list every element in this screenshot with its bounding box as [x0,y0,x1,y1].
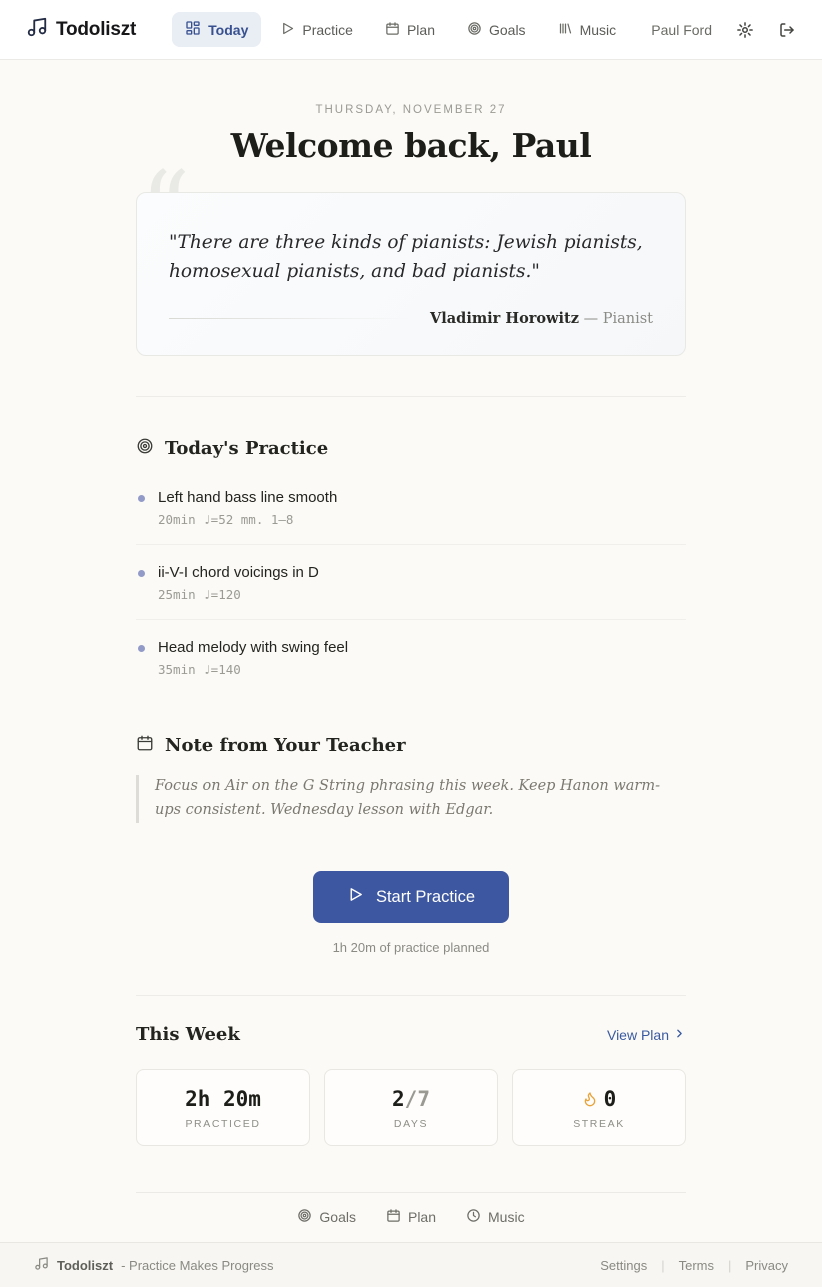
practice-item-title: Left hand bass line smooth [158,489,338,507]
footer-nav-plan[interactable] [386,1208,436,1226]
link-separator: | [727,1257,732,1273]
footer-brand: Todoliszt [57,1257,114,1273]
attribution-divider [169,318,412,319]
quote-text: “ "There are three kinds of pianists: Jewish pianists, homosexual pianists, and bad pianists." [169,232,643,282]
privacy-link[interactable]: Privacy [745,1257,788,1273]
nav-tab-music[interactable] [545,13,630,47]
quote-attribution [169,310,653,327]
stat-card-days [324,1069,498,1146]
practice-item-title: ii-V-I chord voicings in D [158,564,319,582]
nav-tab-goals[interactable] [454,13,539,47]
music-note-logo-icon [34,1256,49,1274]
target-icon [467,21,482,39]
quote-author: Vladimir Horowitz [430,310,579,328]
clock-icon [466,1208,481,1226]
app-title: Todoliszt [56,18,137,40]
current-date: THURSDAY, NOVEMBER 27 [315,104,507,116]
user-name: Paul Ford [651,21,712,38]
play-icon [347,886,364,908]
todays-practice-section [136,437,686,694]
quote-card [136,192,686,356]
bullet-dot-icon [138,495,145,502]
stat-card-streak [512,1069,686,1146]
settings-link[interactable]: Settings [600,1257,648,1273]
calendar-icon [385,21,400,39]
bottom-bar [0,1242,822,1287]
stat-value: 2h 20m [185,1087,261,1112]
stat-label: STREAK [573,1118,625,1131]
main-nav [172,12,629,47]
start-practice-button[interactable] [313,871,509,923]
section-divider [136,995,686,996]
practice-item-meta: 35min ♩=140 [158,662,241,678]
start-practice-label: Start Practice [375,887,476,906]
main-content [136,60,686,1242]
footer-nav-label: Goals [319,1209,356,1226]
dashboard-icon [185,20,201,39]
stat-value-suffix: /7 [404,1087,430,1112]
calendar-icon [136,734,154,757]
nav-label: Goals [488,21,526,38]
quote-author-role: — Pianist [583,311,653,328]
target-icon [136,437,154,460]
this-week-section [136,1024,686,1146]
logout-icon[interactable] [778,21,796,39]
stat-label: DAYS [393,1118,429,1131]
footer-tagline: - Practice Makes Progress [121,1257,274,1273]
top-navigation-bar [0,0,822,60]
practice-item[interactable] [136,545,686,620]
page-title: Welcome back, Paul [230,126,592,165]
footer-nav-goals[interactable] [297,1208,356,1226]
calendar-icon [386,1208,401,1226]
link-separator: | [661,1257,665,1273]
nav-tab-plan[interactable] [372,13,448,47]
view-plan-link[interactable] [607,1027,686,1043]
footer-nav-music[interactable] [466,1208,525,1226]
app-logo[interactable] [26,16,136,43]
nav-label: Practice [302,21,353,38]
section-title-this-week: This Week [136,1024,240,1046]
stat-value: 2 [392,1087,405,1112]
terms-link[interactable]: Terms [678,1257,714,1273]
nav-label: Music [579,21,617,38]
practice-list [136,470,686,694]
teacher-note-section [136,734,686,823]
teacher-note-text: Focus on Air on the G String phrasing this week. Keep Hanon warm-ups consistent. Wednesday lesson with Edgar. [136,775,686,823]
practice-item[interactable] [136,470,686,545]
welcome-section [136,60,686,165]
bullet-dot-icon [138,570,145,577]
nav-tab-practice[interactable] [267,13,366,47]
target-icon [297,1208,312,1226]
view-plan-label: View Plan [606,1026,669,1043]
bullet-dot-icon [138,645,145,652]
weekly-stats [136,1069,686,1146]
stat-value: 0 [603,1087,617,1112]
practice-item-meta: 20min ♩=52 mm. 1–8 [158,512,294,528]
flame-icon [582,1091,598,1107]
nav-label: Plan [406,21,435,38]
footer-nav-label: Music [488,1209,525,1226]
section-divider [136,396,686,397]
practice-planned-hint: 1h 20m of practice planned [332,940,490,956]
stat-card-practiced [136,1069,310,1146]
gear-icon[interactable] [736,21,754,39]
audio-lines-icon [558,21,573,39]
section-title-practice: Today's Practice [165,438,329,460]
chevron-right-icon [673,1027,686,1043]
header-right [651,21,796,39]
practice-item-meta: 25min ♩=120 [158,587,241,603]
section-title-teacher-note: Note from Your Teacher [165,735,406,757]
play-icon [280,21,295,39]
music-note-logo-icon [26,16,48,43]
stat-label: PRACTICED [185,1118,261,1131]
nav-tab-today[interactable] [172,12,261,47]
nav-label: Today [208,21,249,38]
practice-item[interactable] [136,620,686,694]
footer-quick-nav [136,1192,686,1242]
footer-nav-label: Plan [407,1209,437,1226]
practice-item-title: Head melody with swing feel [158,639,349,657]
cta-section [136,871,686,955]
